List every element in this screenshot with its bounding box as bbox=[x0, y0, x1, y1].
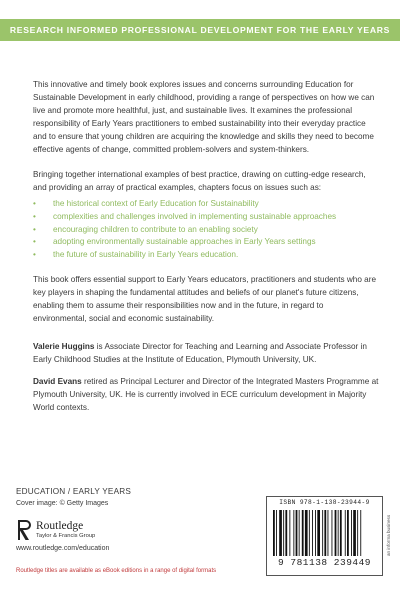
description-paragraph-3: This book offers essential support to Early Years educators, practitioners and students who are key players in shaping the fundamental attitudes and beliefs of our planet's future citizens, enabling them to assume their responsibilities now and in the future, in regard to environmental, social and economic sustainability. bbox=[33, 274, 377, 323]
routledge-logo-icon bbox=[16, 519, 32, 541]
description-paragraph-1: This innovative and timely book explores issues and concerns surrounding Education for Sustainable Development in early childhood, providing a range of perspectives on how we can live and promote more healthful, just, and sustainable lives. It examines the professional responsibility of Early Years practitioners to embed sustainability into their everyday practice and to ensure that young children are acquiring the knowledge and skills they need to become effective agents of change, committed problem-solvers and system-thinkers. bbox=[33, 80, 375, 154]
topic-list bbox=[33, 198, 379, 262]
author-bio-1 bbox=[33, 340, 379, 366]
back-cover-blurb bbox=[33, 78, 379, 423]
publisher-website[interactable]: www.routledge.com/education bbox=[16, 545, 110, 552]
bullet-icon: • bbox=[33, 237, 36, 247]
list-item: • complexities and challenges involved in implementing sustainable approaches bbox=[33, 211, 379, 224]
isbn-label: ISBN 978-1-138-23944-9 bbox=[279, 499, 370, 506]
list-item: • the future of sustainability in Early Years education. bbox=[33, 249, 379, 262]
bullet-icon: • bbox=[33, 199, 36, 208]
author-bio-text: retired as Principal Lecturer and Director of the Integrated Masters Programme at Plymouth University, UK. He is currently involved in ECE curriculum development in Majority World contexts. bbox=[33, 376, 379, 412]
bullet-icon: • bbox=[33, 211, 36, 221]
list-item: • adopting environmentally sustainable approaches in Early Years settings bbox=[33, 236, 379, 249]
series-banner bbox=[0, 19, 400, 41]
ebook-availability-note: Routledge titles are available as eBook editions in a range of digital formats bbox=[16, 568, 217, 574]
bullet-icon: • bbox=[33, 224, 36, 234]
cover-image-credit: Cover image: © Getty Images bbox=[16, 500, 109, 507]
author-name: Valerie Huggins bbox=[33, 341, 95, 351]
subject-category: EDUCATION / EARLY YEARS bbox=[16, 487, 132, 496]
publisher-subtitle: Taylor & Francis Group bbox=[36, 533, 96, 539]
list-item: • the historical context of Early Education for Sustainability bbox=[33, 198, 379, 211]
barcode-icon bbox=[273, 510, 376, 556]
list-item: • encouraging children to contribute to an enabling society bbox=[33, 224, 379, 237]
bullet-icon: • bbox=[33, 250, 36, 260]
author-bio-text: is Associate Director for Teaching and Learning and Associate Professor in Early Childhood Studies at the Institute of Education, Plymouth University, UK. bbox=[33, 341, 367, 364]
author-bio-2 bbox=[33, 375, 379, 414]
publisher-name: Routledge bbox=[36, 520, 84, 532]
barcode-number: 9 781138 239449 bbox=[277, 557, 371, 568]
author-name: David Evans bbox=[33, 376, 82, 386]
description-paragraph-2: Bringing together international examples of best practice, drawing on cutting-edge research, and providing an array of practical examples, chapters focus on issues such as: bbox=[33, 170, 366, 192]
informa-imprint: an informa business bbox=[386, 514, 391, 556]
series-title: RESEARCH INFORMED PROFESSIONAL DEVELOPMENT FOR THE EARLY YEARS bbox=[9, 25, 391, 35]
isbn-barcode bbox=[266, 496, 383, 576]
